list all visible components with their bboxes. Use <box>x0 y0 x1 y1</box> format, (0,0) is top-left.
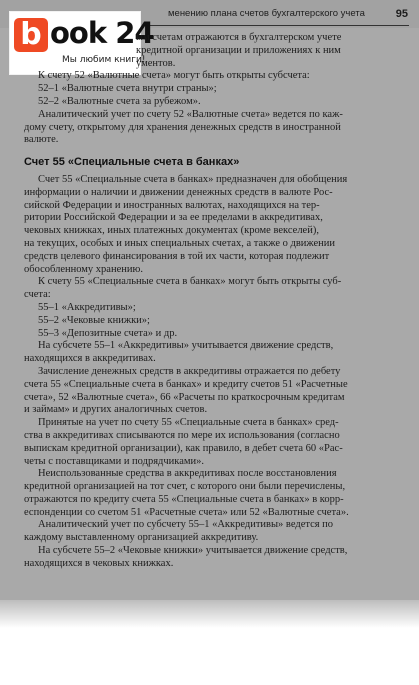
text-line: средств целевого финансирования в той их части, которая подлежит <box>24 250 330 262</box>
list-item: 52–1 «Валютные счета внутри страны»; <box>38 83 217 95</box>
header-title: менению плана счетов бухгалтерского учета <box>168 8 365 19</box>
list-item: 55–2 «Чековые книжки»; <box>38 314 150 326</box>
text-line: К счету 52 «Валютные счета» могут быть открыты субсчета: <box>38 70 310 82</box>
text-line: Неиспользованные средства в аккредитивах после восстановления <box>38 468 337 480</box>
text-line: кредитной организации и приложениях к ним <box>136 44 341 56</box>
text-line: выпискам кредитной организации), как правило, в дебет счета 60 «Рас- <box>24 442 343 454</box>
section-heading: Счет 55 «Специальные счета в банках» <box>24 156 240 169</box>
text-line: находящихся в аккредитивах. <box>24 353 156 365</box>
text-line: На субсчете 55–1 «Аккредитивы» учитывается движение средств, <box>38 340 334 352</box>
list-item: 52–2 «Валютные счета за рубежом». <box>38 95 201 107</box>
list-item: 55–1 «Аккредитивы»; <box>38 301 136 313</box>
text-line: дому счету, открытому для хранения денежных средств в иностранной <box>24 121 341 133</box>
text-line: кредитной организацией на тот счет, с которого они были перечислены, <box>24 481 346 493</box>
text-line: ства в аккредитивах списываются по мере их использования (согласно <box>24 429 340 441</box>
text-line: четы с поставщиками и подрядчиками». <box>24 455 205 467</box>
text-line: Аналитический учет по счету 52 «Валютные счета» ведется по каж- <box>38 108 343 120</box>
page-bottom-shadow <box>0 600 419 628</box>
text-line: валюте. <box>24 134 59 146</box>
text-line: каждому выставленному организацией аккредитиву. <box>24 532 259 544</box>
text-line: счета: <box>24 289 51 301</box>
text-line: ым счетам отражаются в бухгалтерском учете <box>136 32 342 43</box>
logo-tagline: Мы любим книги! <box>62 55 146 65</box>
text-line: Аналитический учет по субсчету 55–1 «Аккредитивы» ведется по <box>38 519 334 531</box>
text-line: ументов. <box>136 57 176 69</box>
text-line: обособленному хранению. <box>24 263 143 275</box>
page-number: 95 <box>395 8 408 20</box>
list-item: 55–3 «Депозитные счета» и др. <box>38 327 178 339</box>
text-line: На субсчете 55–2 «Чековые книжки» учитывается движение средств, <box>38 545 348 557</box>
text-line: ритории Российской Федерации и за ее пределами в аккредитивах, <box>24 212 323 224</box>
text-line: счета», 52 «Валютные счета», 66 «Расчеты по краткосрочным кредитам <box>24 391 345 403</box>
header-rule <box>150 25 409 26</box>
text-line: находящихся в чековых книжках. <box>24 557 174 569</box>
text-line: на текущих, особых и иных специальных счетах, а также о движении <box>24 237 336 249</box>
page-body <box>24 32 396 571</box>
text-line: сийской Федерации и иностранных валютах, находящихся на тер- <box>24 199 320 211</box>
text-line: счета 55 «Специальные счета в банках» и кредиту счетов 51 «Расчетные <box>24 378 348 390</box>
text-line: отражаются по кредиту счета 55 «Специальные счета в банках» в корр- <box>24 493 344 505</box>
text-line: еспонденции со счетом 51 «Расчетные счета» или 52 «Валютные счета». <box>24 506 349 518</box>
text-line: чековых книжках, иных платежных документах (кроме векселей), <box>24 225 319 237</box>
text-line: Принятые на учет по счету 55 «Специальные счета в банках» сред- <box>38 417 339 429</box>
logo-letter-b: b <box>14 18 48 52</box>
text-line: Зачисление денежных средств в аккредитивы отражается по дебету <box>38 365 341 377</box>
text-line: и займам» и других аналогичных счетов. <box>24 404 208 416</box>
text-line: К счету 55 «Специальные счета в банках» могут быть открыты суб- <box>38 276 342 288</box>
text-line: информации о наличии и движении денежных средств в валюте Рос- <box>24 186 333 198</box>
logo-wordmark: ook 24 <box>50 16 154 50</box>
text-line: Счет 55 «Специальные счета в банках» предназначен для обобщения <box>38 173 348 185</box>
